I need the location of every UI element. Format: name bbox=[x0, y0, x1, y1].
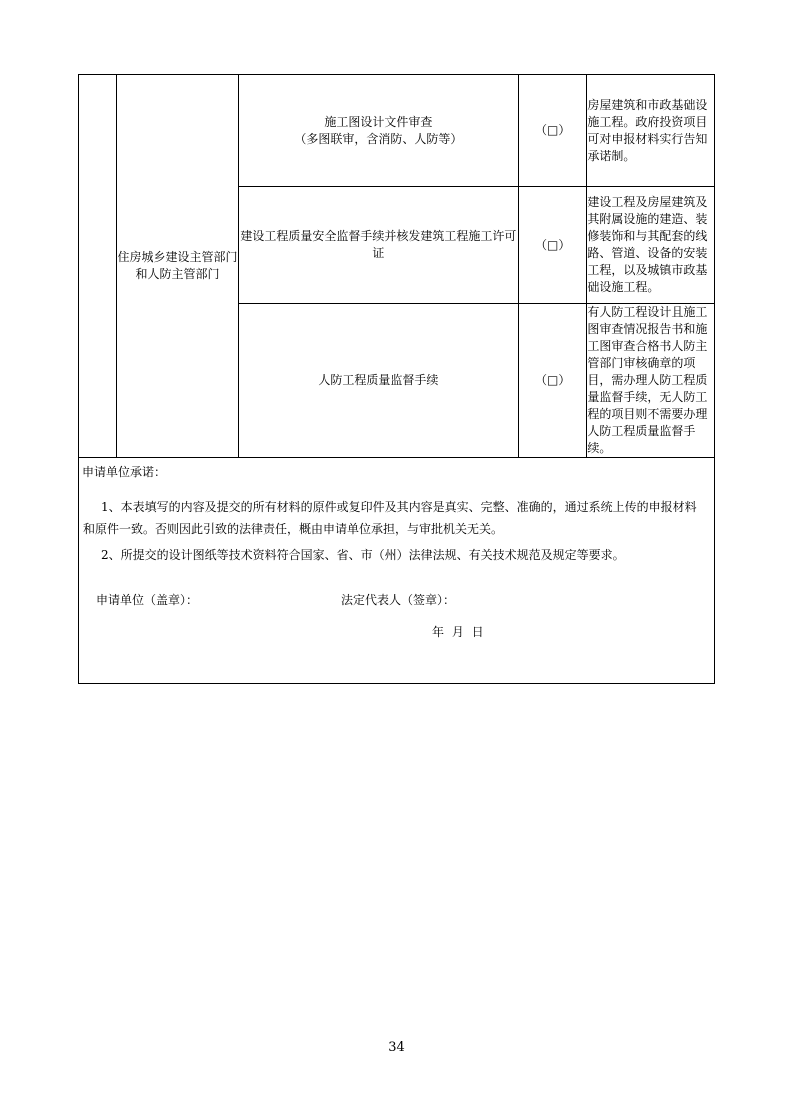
pledge-title: 申请单位承诺： bbox=[82, 465, 167, 479]
pledge-cell bbox=[79, 458, 715, 684]
application-form-table bbox=[78, 74, 715, 684]
legal-representative-label: 法定代表人（签章）： bbox=[341, 593, 456, 607]
note-cell: 有人防工程设计且施工图审查情况报告书和施工图审查合格书人防主管部门审核确章的项目，需办理人防工程质量监督手续，无人防工程的项目则不需要办理人防工程质量监督手续。 bbox=[587, 304, 715, 458]
item-name-cell bbox=[238, 304, 518, 458]
blank-index-cell bbox=[79, 75, 117, 458]
pledge-paragraph-1: 1、本表填写的内容及提交的所有材料的原件或复印件及其内容是真实、完整、准确的，通过系统上传的申报材料和原件一致。否则因此引致的法律责任，概由申请单位承担，与审批机关无关。 bbox=[83, 500, 697, 536]
page-number: 34 bbox=[388, 1040, 405, 1055]
applicant-seal-label: 申请单位（盖章）： bbox=[96, 593, 199, 607]
item-subtitle: （多图联审，含消防、人防等） bbox=[294, 131, 463, 146]
item-name-cell bbox=[238, 187, 518, 304]
item-name: 建设工程质量安全监督手续并核发建筑工程施工许可证 bbox=[240, 229, 517, 260]
pledge-row bbox=[79, 458, 715, 684]
checkbox-cell[interactable]: （□） bbox=[519, 75, 587, 187]
item-name: 施工图设计文件审查 bbox=[324, 114, 433, 129]
date-label: 年 月 日 bbox=[432, 625, 484, 639]
checkbox-cell[interactable]: （□） bbox=[519, 304, 587, 458]
department-cell: 住房城乡建设主管部门和人防主管部门 bbox=[117, 75, 239, 458]
item-name-cell bbox=[238, 75, 518, 187]
table-row bbox=[79, 75, 715, 187]
note-cell: 房屋建筑和市政基础设施工程。政府投资项目可对申报材料实行告知承诺制。 bbox=[587, 75, 715, 187]
checkbox-cell[interactable]: （□） bbox=[519, 187, 587, 304]
item-name: 人防工程质量监督手续 bbox=[318, 373, 439, 387]
pledge-paragraph-2: 2、所提交的设计图纸等技术资料符合国家、省、市（州）法律法规、有关技术规范及规定等要求。 bbox=[101, 548, 625, 562]
note-cell: 建设工程及房屋建筑及其附属设施的建造、装修装饰和与其配套的线路、管道、设备的安装工程，以及城镇市政基础设施工程。 bbox=[587, 187, 715, 304]
